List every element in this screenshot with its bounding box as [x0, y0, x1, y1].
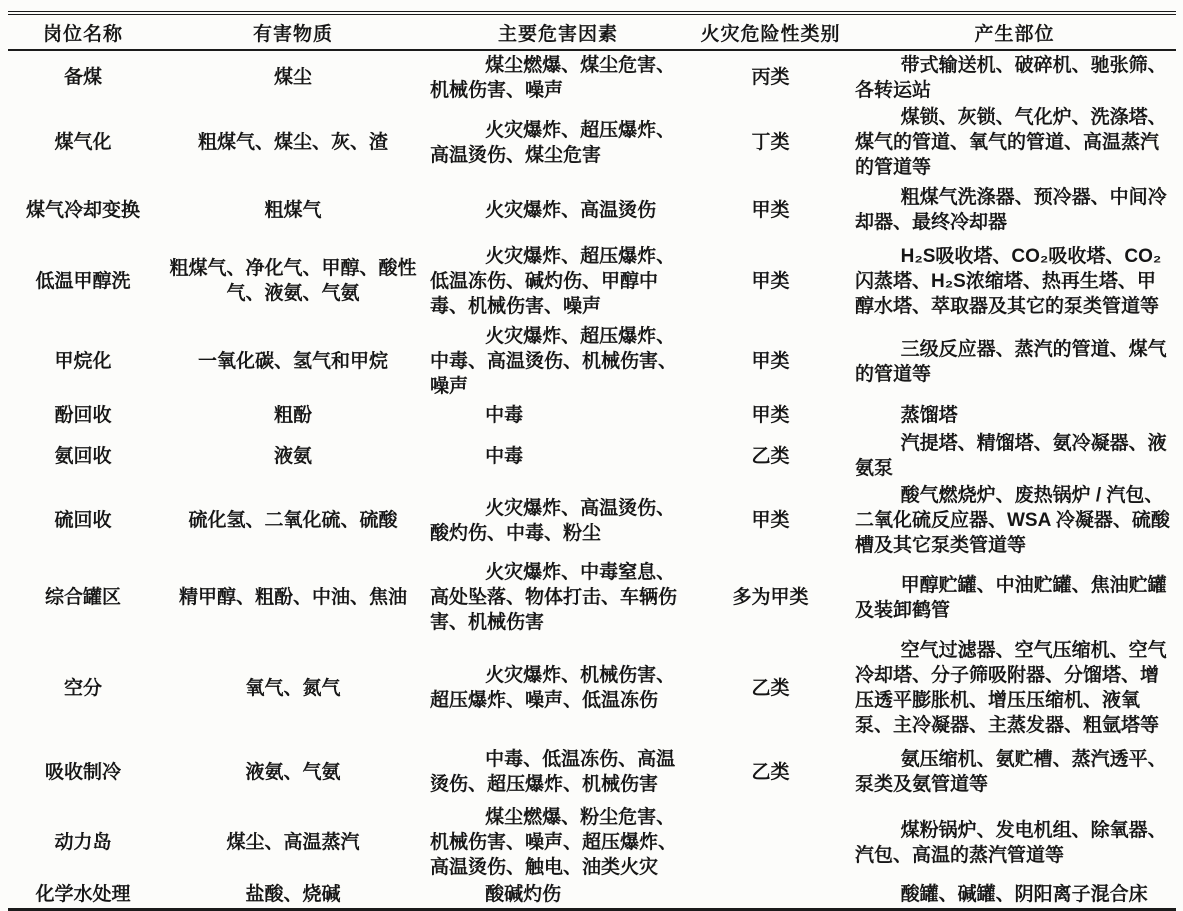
cell-fire-class: 甲类 [688, 239, 853, 323]
cell-locations: 粗煤气洗涤器、预冷器、中间冷却器、最终冷却器 [853, 181, 1176, 239]
cell-fire-class: 乙类 [688, 430, 853, 482]
cell-locations: 酸罐、碱罐、阴阳离子混合床 [853, 881, 1176, 910]
table-row [8, 881, 1176, 910]
cell-hazards: 火灾爆炸、机械伤害、超压爆炸、噪声、低温冻伤 [428, 636, 688, 740]
column-header-locations: 产生部位 [853, 13, 1176, 50]
cell-locations: 空气过滤器、空气压缩机、空气冷却塔、分子筛吸附器、分馏塔、增压透平膨胀机、增压压缩机、液氧泵、主冷凝器、主蒸发器、粗氩塔等 [853, 636, 1176, 740]
cell-fire-class [688, 804, 853, 881]
cell-substances: 盐酸、烧碱 [158, 881, 428, 910]
table-row [8, 430, 1176, 482]
cell-locations: 氨压缩机、氨贮槽、蒸汽透平、泵类及氨管道等 [853, 740, 1176, 804]
cell-post: 备煤 [8, 50, 158, 104]
cell-locations: 带式输送机、破碎机、驰张筛、各转运站 [853, 50, 1176, 104]
cell-post: 吸收制冷 [8, 740, 158, 804]
table-row [8, 239, 1176, 323]
cell-hazards: 火灾爆炸、超压爆炸、中毒、高温烫伤、机械伤害、噪声 [428, 323, 688, 400]
cell-fire-class: 丙类 [688, 50, 853, 104]
cell-post: 煤气化 [8, 104, 158, 181]
cell-substances: 氧气、氮气 [158, 636, 428, 740]
table-row [8, 323, 1176, 400]
cell-locations: 汽提塔、精馏塔、氨冷凝器、液氨泵 [853, 430, 1176, 482]
cell-substances: 粗煤气 [158, 181, 428, 239]
cell-post: 煤气冷却变换 [8, 181, 158, 239]
cell-fire-class: 甲类 [688, 400, 853, 430]
table-row [8, 482, 1176, 559]
cell-locations: 煤粉锅炉、发电机组、除氧器、汽包、高温的蒸汽管道等 [853, 804, 1176, 881]
cell-post: 酚回收 [8, 400, 158, 430]
cell-hazards: 煤尘燃爆、粉尘危害、机械伤害、噪声、超压爆炸、高温烫伤、触电、油类火灾 [428, 804, 688, 881]
cell-hazards: 中毒 [428, 400, 688, 430]
cell-post: 动力岛 [8, 804, 158, 881]
cell-fire-class: 丁类 [688, 104, 853, 181]
cell-hazards: 火灾爆炸、超压爆炸、高温烫伤、煤尘危害 [428, 104, 688, 181]
column-header-substances: 有害物质 [158, 13, 428, 50]
cell-hazards: 酸碱灼伤 [428, 881, 688, 910]
cell-fire-class: 多为甲类 [688, 559, 853, 636]
cell-fire-class: 甲类 [688, 323, 853, 400]
cell-fire-class: 乙类 [688, 636, 853, 740]
table-header-row [8, 13, 1176, 50]
hazard-analysis-table [8, 11, 1176, 911]
table-row [8, 104, 1176, 181]
cell-locations: 煤锁、灰锁、气化炉、洗涤塔、煤气的管道、氧气的管道、高温蒸汽的管道等 [853, 104, 1176, 181]
table-row [8, 559, 1176, 636]
cell-hazards: 火灾爆炸、高温烫伤、酸灼伤、中毒、粉尘 [428, 482, 688, 559]
table-row [8, 400, 1176, 430]
cell-hazards: 煤尘燃爆、煤尘危害、机械伤害、噪声 [428, 50, 688, 104]
cell-locations: 酸气燃烧炉、废热锅炉 / 汽包、二氧化硫反应器、WSA 冷凝器、硫酸槽及其它泵类管道等 [853, 482, 1176, 559]
cell-post: 综合罐区 [8, 559, 158, 636]
column-header-post: 岗位名称 [8, 13, 158, 50]
column-header-fire-class: 火灾危险性类别 [688, 13, 853, 50]
cell-hazards: 中毒、低温冻伤、高温烫伤、超压爆炸、机械伤害 [428, 740, 688, 804]
cell-fire-class [688, 881, 853, 910]
table-row [8, 636, 1176, 740]
cell-locations: 蒸馏塔 [853, 400, 1176, 430]
cell-locations: 甲醇贮罐、中油贮罐、焦油贮罐及装卸鹤管 [853, 559, 1176, 636]
column-header-hazards: 主要危害因素 [428, 13, 688, 50]
cell-substances: 精甲醇、粗酚、中油、焦油 [158, 559, 428, 636]
cell-fire-class: 甲类 [688, 181, 853, 239]
cell-substances: 粗煤气、煤尘、灰、渣 [158, 104, 428, 181]
cell-post: 化学水处理 [8, 881, 158, 910]
cell-substances: 煤尘、高温蒸汽 [158, 804, 428, 881]
cell-substances: 煤尘 [158, 50, 428, 104]
cell-substances: 液氨、气氨 [158, 740, 428, 804]
cell-post: 空分 [8, 636, 158, 740]
table-row [8, 181, 1176, 239]
cell-locations: 三级反应器、蒸汽的管道、煤气的管道等 [853, 323, 1176, 400]
cell-substances: 一氧化碳、氢气和甲烷 [158, 323, 428, 400]
cell-hazards: 火灾爆炸、中毒窒息、高处坠落、物体打击、车辆伤害、机械伤害 [428, 559, 688, 636]
cell-post: 硫回收 [8, 482, 158, 559]
table-row [8, 50, 1176, 104]
cell-hazards: 火灾爆炸、超压爆炸、低温冻伤、碱灼伤、甲醇中毒、机械伤害、噪声 [428, 239, 688, 323]
cell-substances: 液氨 [158, 430, 428, 482]
cell-locations: H₂S吸收塔、CO₂吸收塔、CO₂闪蒸塔、H₂S浓缩塔、热再生塔、甲醇水塔、萃取器及其它的泵类管道等 [853, 239, 1176, 323]
cell-hazards: 火灾爆炸、高温烫伤 [428, 181, 688, 239]
cell-post: 低温甲醇洗 [8, 239, 158, 323]
cell-fire-class: 甲类 [688, 482, 853, 559]
cell-post: 甲烷化 [8, 323, 158, 400]
cell-hazards: 中毒 [428, 430, 688, 482]
cell-fire-class: 乙类 [688, 740, 853, 804]
table-row [8, 804, 1176, 881]
cell-substances: 硫化氢、二氧化硫、硫酸 [158, 482, 428, 559]
table-row [8, 740, 1176, 804]
cell-post: 氨回收 [8, 430, 158, 482]
cell-substances: 粗煤气、净化气、甲醇、酸性气、液氨、气氨 [158, 239, 428, 323]
cell-substances: 粗酚 [158, 400, 428, 430]
